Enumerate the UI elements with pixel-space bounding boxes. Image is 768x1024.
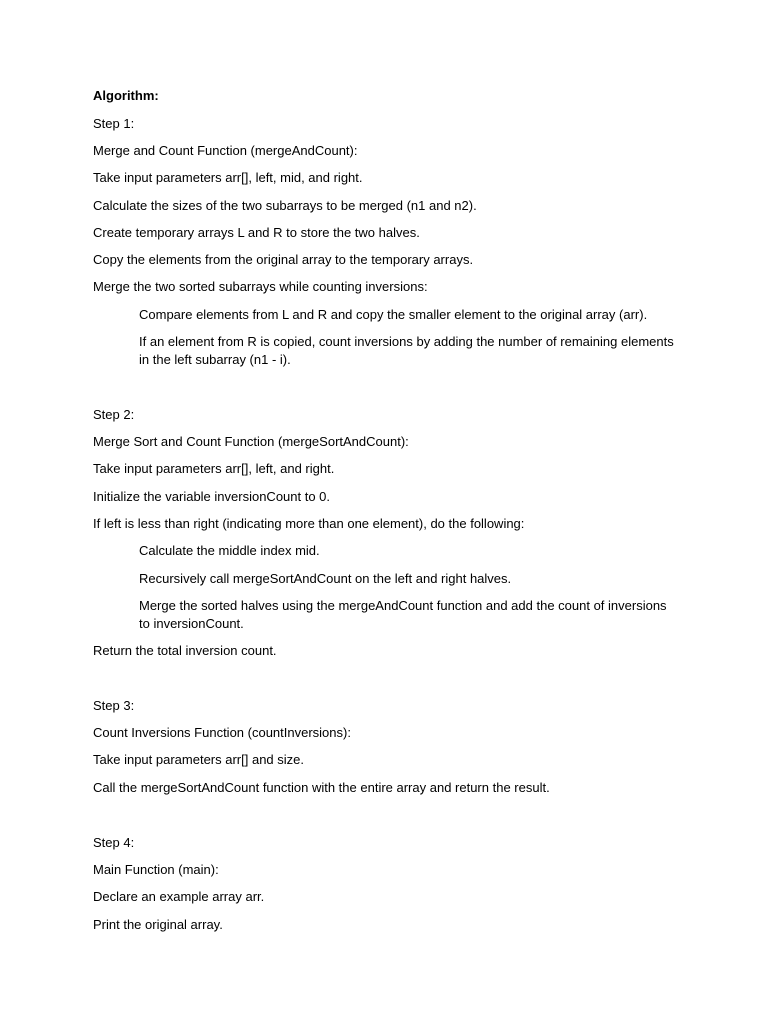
step1-line: Calculate the sizes of the two subarrays to be merged (n1 and n2). xyxy=(93,198,477,213)
step2-final-line: Return the total inversion count. xyxy=(93,643,277,658)
step2-function-name: Merge Sort and Count Function (mergeSortAndCount): xyxy=(93,434,409,449)
step3-function-name: Count Inversions Function (countInversions): xyxy=(93,725,351,740)
step1-function-name: Merge and Count Function (mergeAndCount): xyxy=(93,143,358,158)
step4-line: Print the original array. xyxy=(93,917,223,932)
step4-title: Step 4: xyxy=(93,835,135,850)
step1-title: Step 1: xyxy=(93,116,135,131)
step2-sub-line: Merge the sorted halves using the mergeAndCount function and add the count of inversions to inversionCount. xyxy=(139,598,667,631)
step2-line: Initialize the variable inversionCount to 0. xyxy=(93,489,331,504)
step1-line: Copy the elements from the original array to the temporary arrays. xyxy=(93,252,474,267)
step3-line: Take input parameters arr[] and size. xyxy=(93,752,304,767)
step2-line: If left is less than right (indicating more than one element), do the following: xyxy=(93,516,525,531)
algorithm-heading: Algorithm: xyxy=(93,88,159,103)
step1-line: Merge the two sorted subarrays while counting inversions: xyxy=(93,279,428,294)
step2-line: Take input parameters arr[], left, and right. xyxy=(93,461,335,476)
step4-function-name: Main Function (main): xyxy=(93,862,219,877)
step4-line: Declare an example array arr. xyxy=(93,889,265,904)
step1-sub-line: Compare elements from L and R and copy the smaller element to the original array (arr). xyxy=(139,307,648,322)
step2-sub-line: Calculate the middle index mid. xyxy=(139,543,320,558)
step2-title: Step 2: xyxy=(93,407,135,422)
step3-line: Call the mergeSortAndCount function with the entire array and return the result. xyxy=(93,780,550,795)
step1-line: Take input parameters arr[], left, mid, and right. xyxy=(93,170,363,185)
step1-line: Create temporary arrays L and R to store the two halves. xyxy=(93,225,420,240)
step3-title: Step 3: xyxy=(93,698,135,713)
step1-sub-line: If an element from R is copied, count inversions by adding the number of remaining elements in the left subarray (n1 - i). xyxy=(139,334,674,367)
step2-sub-line: Recursively call mergeSortAndCount on the left and right halves. xyxy=(139,571,512,586)
